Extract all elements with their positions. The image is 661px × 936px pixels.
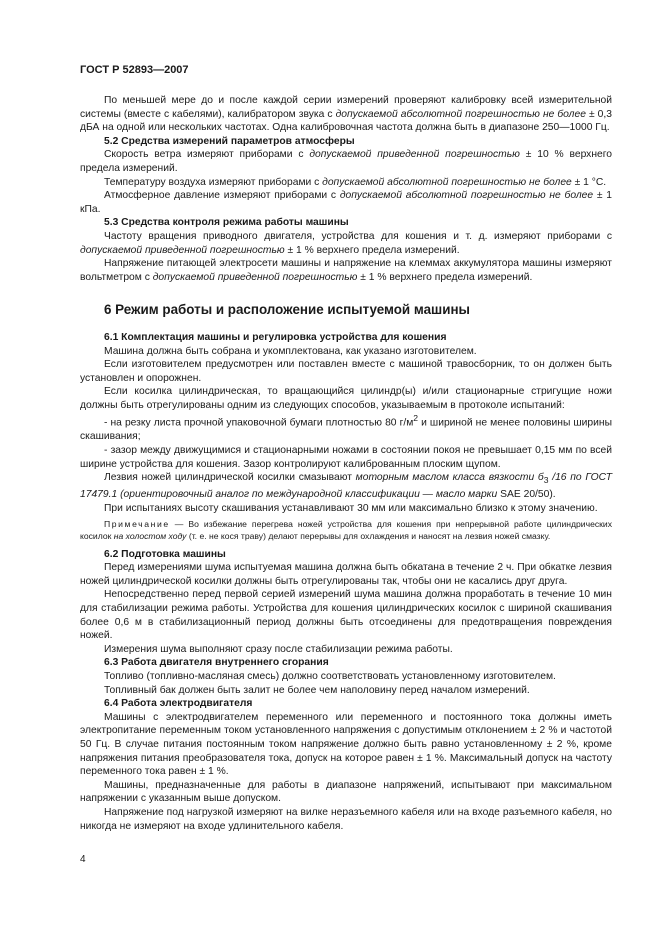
paragraph: Топливный бак должен быть залит не более чем наполовину перед началом измерений. xyxy=(104,684,530,696)
note: Примечание — Во избежание перегрева ножей устройства для кошения при непрерывной работе цилиндрических косилок на холостом ходу (т. е. не кося траву) делают перерывы для охлаждения и наносят на лезвия ножей смазку. xyxy=(80,519,612,541)
paragraph: Лезвия ножей цилиндрической косилки смазывают моторным маслом класса вязкости $б_3$ /16 по ГОСТ 17479.1 (ориентировочный аналог по международной классификации — масло марки SAE 20/50). xyxy=(80,472,612,500)
paragraph: Машины, предназначенные для работы в диапазоне напряжений, испытывают при максимальном напряжении с указанным выше допуском. xyxy=(80,779,612,805)
section-6-heading: 6 Режим работы и расположение испытуемой машины xyxy=(104,302,470,318)
paragraph: Температуру воздуха измеряют приборами с допускаемой абсолютной погрешностью не более ± 1 °С. xyxy=(104,176,607,188)
paragraph: Перед измерениями шума испытуемая машина должна быть обкатана в течение 2 ч. При обкатке лезвия ножей цилиндрической косилки должны быть отрегулированы так, чтобы они не касались друг друга. xyxy=(80,562,612,587)
paragraph: Топливо (топливно-масляная смесь) должно соответствовать установленному изготовителем. xyxy=(104,671,556,683)
paragraph: Машина должна быть собрана и укомплектована, как указано изготовителем. xyxy=(104,345,477,357)
list-item: - на резку листа прочной упаковочной бумаги плотностью 80 $г/м^2$ и шириной не менее половины ширины скашивания; xyxy=(80,413,612,443)
page-number: 4 xyxy=(80,854,86,865)
paragraph: Скорость ветра измеряют приборами с допускаемой приведенной погрешностью ± 10 % верхнего предела измерений. xyxy=(80,149,612,174)
paragraph: Измерения шума выполняют сразу после стабилизации режима работы. xyxy=(104,643,453,655)
paragraph: Если косилка цилиндрическая, то вращающийся цилиндр(ы) и/или стационарные стригущие ножи должны быть отрегулированы одним из следующих способов, указываемым в протоколе испытаний: xyxy=(80,386,612,411)
paragraph: Частоту вращения приводного двигателя, устройства для кошения и т. д. измеряют приборами с допускаемой приведенной погрешностью ± 1 % верхнего предела измерений. xyxy=(80,230,612,256)
paragraph: Напряжение под нагрузкой измеряют на вилке неразъемного кабеля или на входе разъемного кабеля, но никогда не измеряют на входе удлинительного кабеля. xyxy=(80,806,612,832)
section-6-1-heading: 6.1 Комплектация машины и регулировка устройства для кошения xyxy=(104,331,447,343)
section-5-3-heading: 5.3 Средства контроля режима работы машины xyxy=(104,217,349,229)
paragraph: Если изготовителем предусмотрен или поставлен вместе с машиной травосборник, то он должен быть установлен и опорожнен. xyxy=(80,359,612,384)
paragraph: Атмосферное давление измеряют приборами с допускаемой абсолютной погрешностью не более ± 1 кПа. xyxy=(80,190,612,215)
section-6-2-heading: 6.2 Подготовка машины xyxy=(104,548,226,560)
paragraph: Непосредственно перед первой серией измерений шума машина должна проработать в течение 10 мин для стабилизации режима работы. Устройства для кошения цилиндрических косилок с шириной скашивания более 0,6 м в стабилизационный период должны быть отсоединены для предотвращения повреждения ножей. xyxy=(80,589,612,642)
list-item: - зазор между движущимися и стационарными ножами в состоянии покоя не превышает 0,15 мм по всей ширине устройства для кошения. Зазор контролируют калиброванным плоским щупом. xyxy=(80,445,612,470)
page-header: ГОСТ Р 52893—2007 xyxy=(80,64,189,76)
paragraph: Машины с электродвигателем переменного или переменного и постоянного тока должны иметь электропитание переменным током установленного напряжения с допустимым отклонением ± 2 % и частотой 50 Гц. В случае питания постоянным током напряжение должно быть равно установленному ± 2 %, кроме напряжения питания преобразователя тока, допуск на которое равен ± 1 %. Максимальный допуск на частоту переменного тока равен ± 1 %. xyxy=(80,711,612,778)
note-label: Примечание xyxy=(104,519,170,530)
document-body xyxy=(80,94,612,833)
section-5-2-heading: 5.2 Средства измерений параметров атмосферы xyxy=(104,135,355,147)
paragraph: Напряжение питающей электросети машины и напряжение на клеммах аккумулятора машины измеряют вольтметром с допускаемой приведенной погрешностью ± 1 % верхнего предела измерений. xyxy=(80,258,612,283)
section-6-3-heading: 6.3 Работа двигателя внутреннего сгорания xyxy=(104,657,329,669)
paragraph: По меньшей мере до и после каждой серии измерений проверяют калибровку всей измерительной системы (вместе с кабелями), калибратором звука с допускаемой абсолютной погрешностью не более ± 0,3 дБА на одной или нескольких частотах. Одна калибровочная частота должна быть в диапазоне 250—1000 Гц. xyxy=(80,95,612,134)
paragraph: При испытаниях высоту скашивания устанавливают 30 мм или максимально близко к этому значению. xyxy=(104,502,598,514)
section-6-4-heading: 6.4 Работа электродвигателя xyxy=(104,698,253,710)
